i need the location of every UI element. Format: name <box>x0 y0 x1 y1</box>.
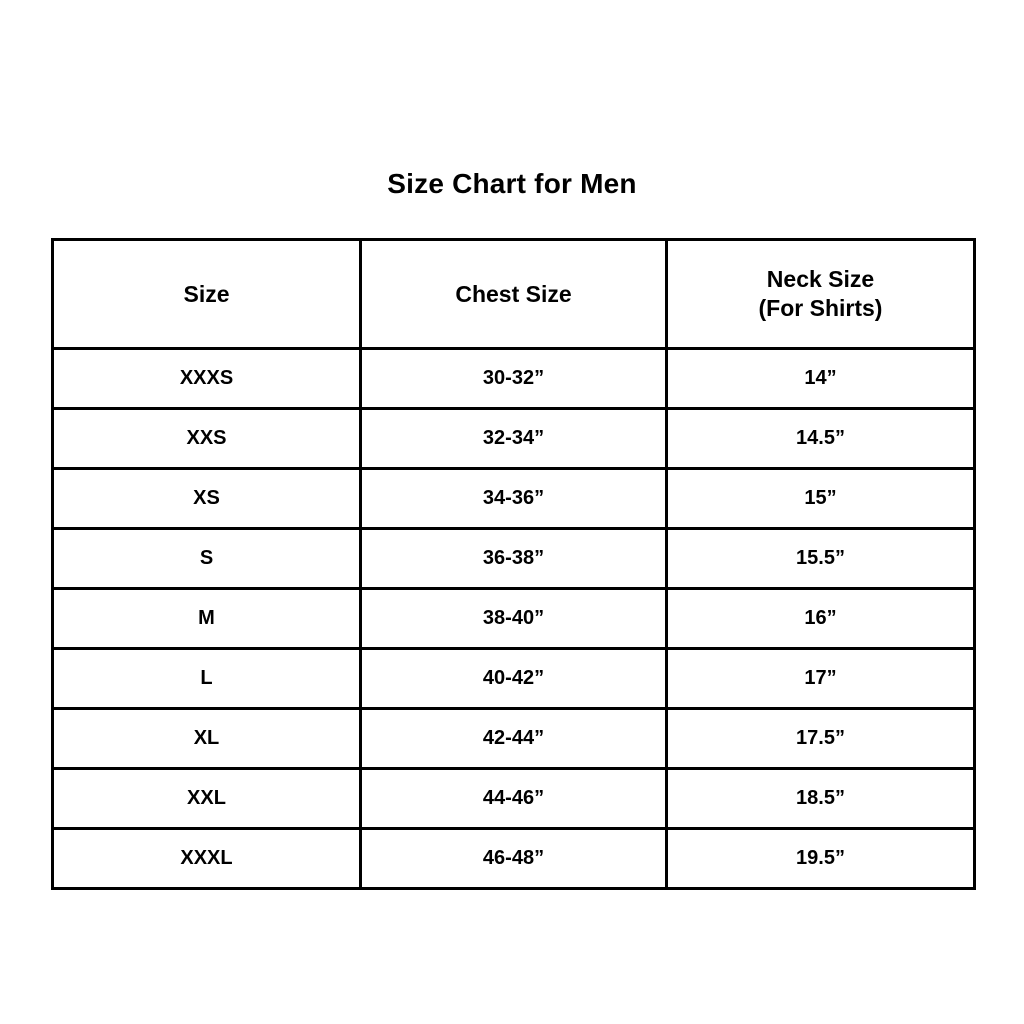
cell-size: XS <box>53 469 361 529</box>
cell-neck: 14” <box>667 349 975 409</box>
column-header-neck-label: Neck Size <box>766 266 875 293</box>
table-row <box>53 649 975 709</box>
cell-chest: 32-34” <box>361 409 667 469</box>
column-header-size-label: Size <box>183 280 230 307</box>
page-title: Size Chart for Men <box>387 168 637 199</box>
column-header-chest <box>361 240 667 349</box>
table-body <box>53 349 975 889</box>
table-row <box>53 349 975 409</box>
cell-size: XXXL <box>53 829 361 889</box>
size-chart-table <box>51 238 976 890</box>
cell-neck: 17” <box>667 649 975 709</box>
cell-chest: 46-48” <box>361 829 667 889</box>
table-row <box>53 769 975 829</box>
cell-size: S <box>53 529 361 589</box>
cell-chest: 42-44” <box>361 709 667 769</box>
column-header-neck <box>667 240 975 349</box>
cell-neck: 17.5” <box>667 709 975 769</box>
cell-chest: 34-36” <box>361 469 667 529</box>
cell-chest: 36-38” <box>361 529 667 589</box>
cell-chest: 30-32” <box>361 349 667 409</box>
cell-size: XXS <box>53 409 361 469</box>
table-row <box>53 529 975 589</box>
cell-chest: 38-40” <box>361 589 667 649</box>
cell-neck: 15.5” <box>667 529 975 589</box>
table-row <box>53 709 975 769</box>
cell-chest: 40-42” <box>361 649 667 709</box>
table-row <box>53 469 975 529</box>
cell-size: XXXS <box>53 349 361 409</box>
column-header-size <box>53 240 361 349</box>
table-row <box>53 409 975 469</box>
cell-size: XL <box>53 709 361 769</box>
table-header-row <box>53 240 975 349</box>
cell-size: L <box>53 649 361 709</box>
table-row <box>53 589 975 649</box>
column-header-neck-sublabel: (For Shirts) <box>758 295 883 321</box>
cell-neck: 15” <box>667 469 975 529</box>
cell-neck: 16” <box>667 589 975 649</box>
table-row <box>53 829 975 889</box>
cell-chest: 44-46” <box>361 769 667 829</box>
cell-neck: 14.5” <box>667 409 975 469</box>
cell-size: M <box>53 589 361 649</box>
column-header-chest-label: Chest Size <box>455 280 572 307</box>
size-chart-table-container <box>51 238 973 890</box>
cell-neck: 18.5” <box>667 769 975 829</box>
cell-size: XXL <box>53 769 361 829</box>
table-header <box>53 240 975 349</box>
cell-neck: 19.5” <box>667 829 975 889</box>
